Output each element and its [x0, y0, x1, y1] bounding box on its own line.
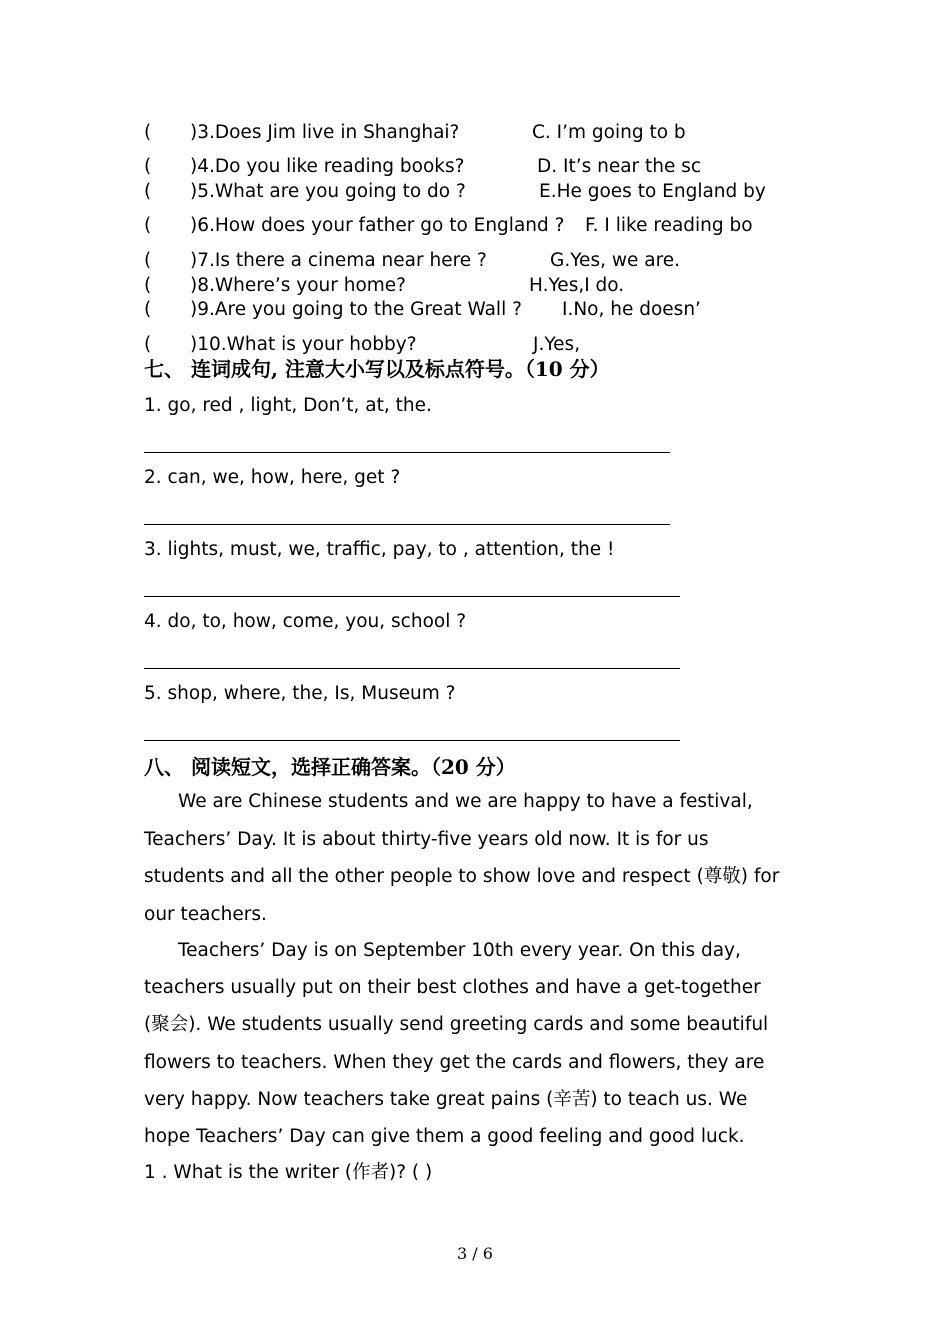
matching-answer: G.Yes, we are. [550, 250, 681, 271]
matching-question: )5.What are you going to do ? [190, 181, 466, 202]
passage-line: our teachers. [144, 904, 267, 925]
passage-line: teachers usually put on their best clothes and have a get-together [144, 977, 761, 998]
sentence-item: 3. lights, must, we, traffic, pay, to , attention, the ! [144, 539, 615, 560]
matching-answer: E.He goes to England by [539, 181, 766, 202]
matching-question: )10.What is your hobby? [190, 334, 417, 355]
answer-blank: ( [144, 275, 152, 296]
matching-answer: H.Yes,I do. [529, 275, 625, 296]
sentence-item: 2. can, we, how, here, get ? [144, 467, 401, 488]
passage-line: Teachers’ Day. It is about thirty-five years old now. It is for us [144, 829, 709, 850]
matching-question: )6.How does your father go to England ? [190, 215, 565, 236]
answer-blank: ( [144, 215, 152, 236]
matching-question: )4.Do you like reading books? [190, 156, 465, 177]
answer-blank: ( [144, 299, 152, 320]
passage-line: very happy. Now teachers take great pains (辛苦) to teach us. We [144, 1089, 748, 1110]
reading-question: 1 . What is the writer (作者)? ( ) [144, 1162, 433, 1183]
matching-answer: D. It’s near the sc [537, 156, 702, 177]
section-seven-heading: 七、 连词成句, 注意大小写以及标点符号。（10 分） [144, 357, 610, 381]
answer-blank: ( [144, 250, 152, 271]
answer-blank: ( [144, 122, 152, 143]
answer-line [144, 596, 680, 597]
matching-question: )8.Where’s your home? [190, 275, 406, 296]
matching-question: )3.Does Jim live in Shanghai? [190, 122, 460, 143]
sentence-item: 4. do, to, how, come, you, school ? [144, 611, 467, 632]
passage-line: Teachers’ Day is on September 10th every year. On this day, [178, 940, 741, 961]
passage-line: hope Teachers’ Day can give them a good feeling and good luck. [144, 1126, 745, 1147]
matching-answer: C. I’m going to b [532, 122, 686, 143]
answer-blank: ( [144, 334, 152, 355]
sentence-item: 5. shop, where, the, Is, Museum ? [144, 683, 456, 704]
answer-line [144, 524, 670, 525]
matching-answer: I.No, he doesn’ [562, 299, 701, 320]
passage-line: We are Chinese students and we are happy to have a festival, [178, 791, 753, 812]
answer-line [144, 740, 680, 741]
matching-question: )7.Is there a cinema near here ? [190, 250, 487, 271]
section-eight-heading: 八、 阅读短文，选择正确答案。（20 分） [144, 755, 516, 779]
matching-answer: J.Yes, [533, 334, 581, 355]
passage-line: (聚会). We students usually send greeting cards and some beautiful [144, 1014, 769, 1035]
answer-blank: ( [144, 181, 152, 202]
matching-answer: F. I like reading bo [585, 215, 753, 236]
answer-blank: ( [144, 156, 152, 177]
page-number: 3 / 6 [457, 1244, 493, 1263]
sentence-item: 1. go, red , light, Don’t, at, the. [144, 395, 432, 416]
answer-line [144, 452, 670, 453]
passage-line: students and all the other people to show love and respect (尊敬) for [144, 866, 780, 887]
matching-question: )9.Are you going to the Great Wall ? [190, 299, 522, 320]
passage-line: flowers to teachers. When they get the cards and flowers, they are [144, 1052, 765, 1073]
answer-line [144, 668, 680, 669]
